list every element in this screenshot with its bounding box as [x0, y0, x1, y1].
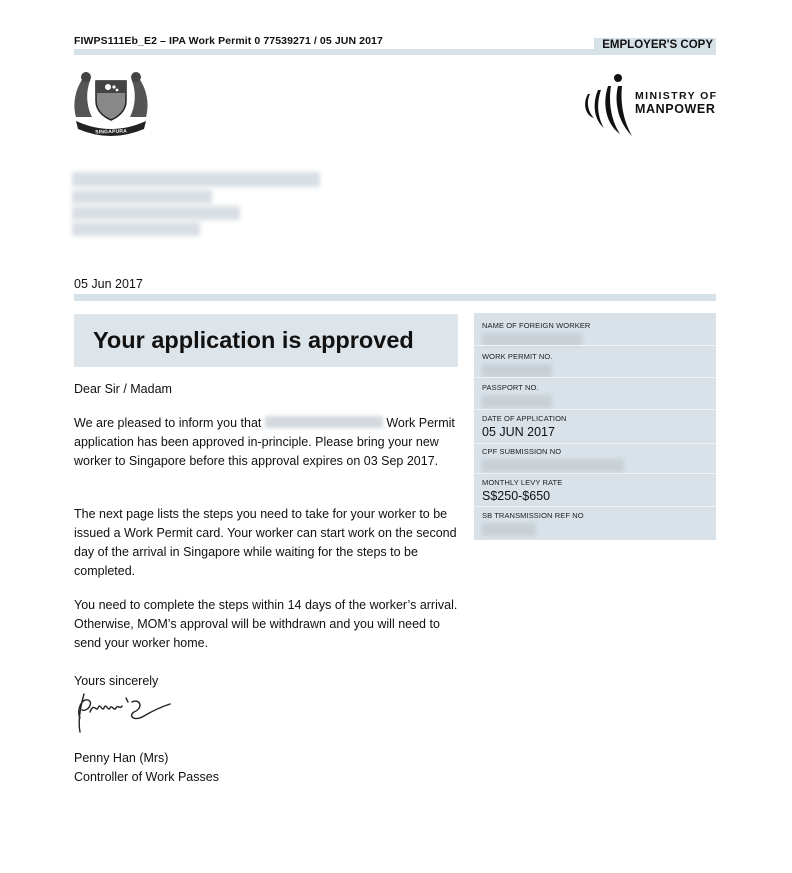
application-date-field — [482, 414, 708, 439]
signer-block — [74, 749, 462, 787]
copy-label: EMPLOYER'S COPY — [594, 38, 716, 52]
levy-label: MONTHLY LEVY RATE — [482, 478, 563, 487]
levy-field — [482, 478, 708, 503]
redacted-employer-name — [72, 172, 320, 187]
worker-name-label: NAME OF FOREIGN WORKER — [482, 321, 591, 330]
redacted-permit-no — [482, 364, 552, 377]
logo-line-2: MANPOWER — [635, 102, 716, 116]
letter-date: 05 Jun 2017 — [74, 277, 143, 291]
signer-name: Penny Han (Mrs) — [74, 751, 169, 765]
paragraph-2: The next page lists the steps you need to take for your worker to be issued a Work Permit card. Your worker can start work on the second day of the arrival in Singapore while waiting for the steps to be completed. — [74, 507, 457, 578]
singapore-coat-of-arms-icon — [70, 65, 152, 137]
redacted-cpf-no — [482, 459, 624, 472]
salutation: Dear Sir / Madam — [74, 382, 172, 396]
application-date-label: DATE OF APPLICATION — [482, 414, 567, 423]
redacted-passport-no — [482, 395, 552, 408]
redacted-address-line-3 — [72, 222, 200, 236]
mom-logo-icon — [580, 72, 636, 140]
signature-image — [74, 688, 174, 736]
content-divider — [74, 294, 716, 301]
paragraph-1-end: Work Permit application has been approved in-principle. Please bring your new worker to Singapore before this approval expires on 03 Sep 2017. — [74, 416, 455, 468]
worker-name-field — [482, 321, 708, 346]
paragraph-3: You need to complete the steps within 14 days of the worker’s arrival. Otherwise, MOM’s approval will be withdrawn and you will need to send your worker home. — [74, 598, 458, 650]
closing: Yours sincerely — [74, 674, 159, 688]
redacted-address-line-1 — [72, 190, 212, 204]
document-reference: FIWPS111Eb_E2 – IPA Work Permit 0 77539271 / 05 JUN 2017 — [74, 35, 383, 47]
cpf-label: CPF SUBMISSION NO — [482, 447, 562, 456]
permit-no-field — [482, 352, 708, 377]
redacted-sb-ref — [482, 523, 536, 536]
paragraph-1 — [74, 414, 462, 471]
passport-field — [482, 383, 708, 408]
sb-ref-field — [482, 511, 708, 536]
redacted-address-line-2 — [72, 206, 240, 220]
approval-title-box — [74, 314, 458, 367]
ministry-of-manpower-logo — [580, 72, 720, 140]
approval-title: Your application is approved — [93, 327, 414, 353]
signer-title: Controller of Work Passes — [74, 770, 219, 784]
permit-no-label: WORK PERMIT NO. — [482, 352, 553, 361]
passport-label: PASSPORT NO. — [482, 383, 539, 392]
logo-line-1: MINISTRY OF — [635, 90, 718, 102]
paragraph-1-start: We are pleased to inform you that — [74, 416, 262, 430]
redacted-worker-name-inline — [265, 416, 383, 428]
crest-motto: MAJULAH SINGAPURA — [95, 122, 128, 136]
application-date-value: 05 JUN 2017 — [482, 425, 555, 439]
permit-details-panel — [474, 313, 716, 540]
levy-value: S$250-$650 — [482, 489, 551, 503]
sb-ref-label: SB TRANSMISSION REF NO — [482, 511, 584, 520]
cpf-field — [482, 447, 708, 472]
